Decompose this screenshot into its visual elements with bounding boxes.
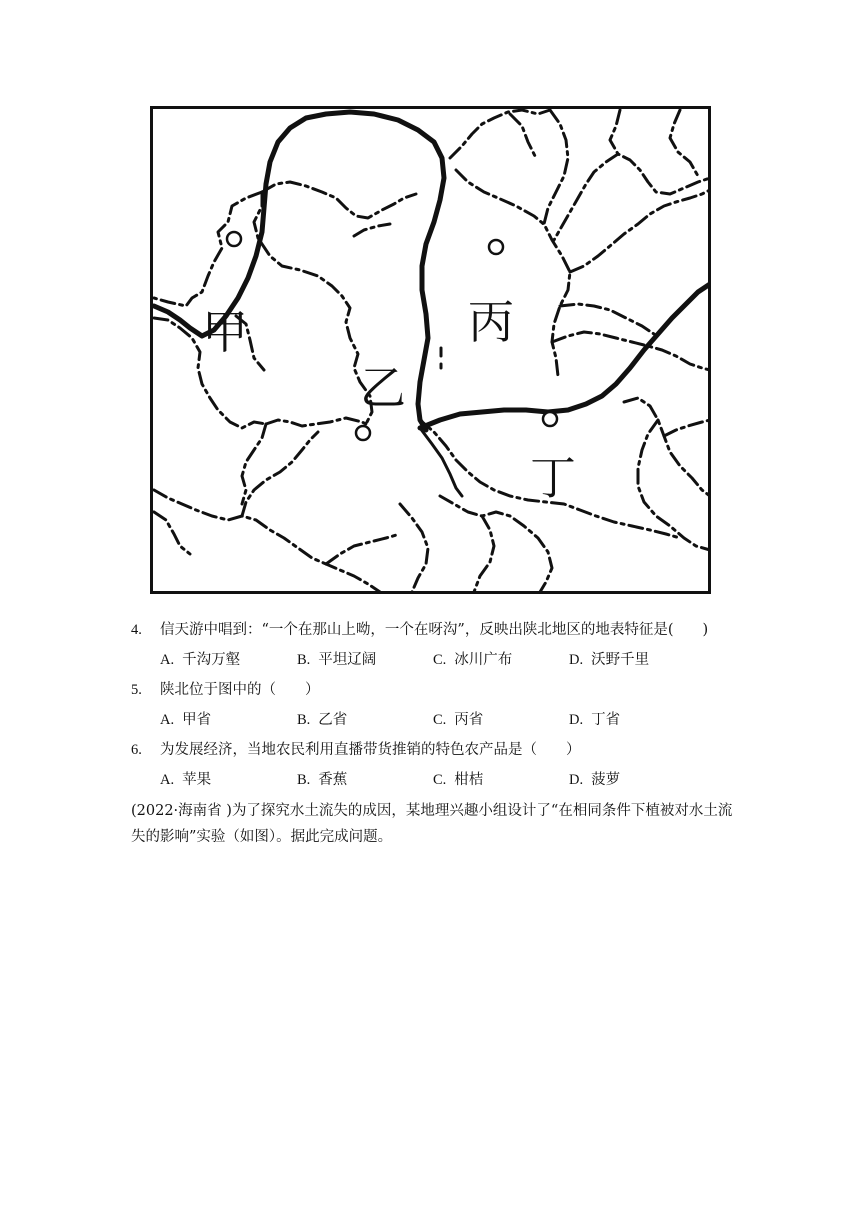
question-number: 4. bbox=[131, 622, 142, 638]
options-row-6 bbox=[131, 770, 751, 790]
option-text: 平坦辽阔 bbox=[318, 652, 377, 668]
option-letter: A. bbox=[160, 652, 175, 668]
option-text: 苹果 bbox=[182, 772, 212, 788]
option-letter: D. bbox=[569, 652, 584, 668]
question-number: 5. bbox=[131, 682, 142, 698]
option-letter: C. bbox=[433, 772, 447, 788]
label-bing: 丙 bbox=[468, 295, 514, 349]
option-b[interactable] bbox=[297, 710, 347, 730]
option-letter: C. bbox=[433, 652, 447, 668]
intro-source: (2022·海南省 ) bbox=[131, 803, 232, 819]
option-text: 丁省 bbox=[591, 712, 621, 728]
question-4 bbox=[131, 620, 751, 640]
option-a[interactable] bbox=[160, 770, 211, 790]
option-text: 甲省 bbox=[182, 712, 212, 728]
option-c[interactable] bbox=[433, 710, 483, 730]
options-row-4 bbox=[131, 650, 751, 670]
label-jia: 甲 bbox=[202, 305, 248, 359]
option-text: 香蕉 bbox=[318, 772, 348, 788]
option-letter: B. bbox=[297, 652, 311, 668]
option-text: 千沟万壑 bbox=[182, 652, 241, 668]
question-text: 为发展经济，当地农民利用直播带货推销的特色农产品是（ ） bbox=[160, 742, 581, 758]
option-a[interactable] bbox=[160, 650, 240, 670]
option-d[interactable] bbox=[569, 650, 649, 670]
option-letter: D. bbox=[569, 712, 584, 728]
option-text: 菠萝 bbox=[591, 772, 621, 788]
option-text: 柑桔 bbox=[454, 772, 484, 788]
option-letter: D. bbox=[569, 772, 584, 788]
option-letter: C. bbox=[433, 712, 447, 728]
question-block bbox=[131, 620, 751, 850]
option-text: 丙省 bbox=[454, 712, 484, 728]
label-yi: 乙 bbox=[360, 361, 406, 415]
option-d[interactable] bbox=[569, 710, 620, 730]
question-5 bbox=[131, 680, 751, 700]
question-number: 6. bbox=[131, 742, 142, 758]
capital-circle-yi bbox=[356, 426, 370, 440]
option-text: 冰川广布 bbox=[454, 652, 513, 668]
option-letter: A. bbox=[160, 712, 175, 728]
map-svg bbox=[150, 106, 711, 594]
option-c[interactable] bbox=[433, 650, 512, 670]
label-ding: 丁 bbox=[530, 451, 576, 505]
capital-circle-jia bbox=[227, 232, 241, 246]
options-row-5 bbox=[131, 710, 751, 730]
province-map bbox=[150, 106, 711, 594]
option-d[interactable] bbox=[569, 770, 620, 790]
intro-text: 为了探究水土流失的成因，某地理兴趣小组设计了“在相同条件下植被对水土流失的影响”实验（如图）。据此完成问题。 bbox=[131, 803, 733, 845]
section-intro bbox=[131, 798, 746, 850]
option-c[interactable] bbox=[433, 770, 483, 790]
option-text: 沃野千里 bbox=[591, 652, 650, 668]
option-letter: B. bbox=[297, 712, 311, 728]
capital-circle-bing bbox=[489, 240, 503, 254]
question-6 bbox=[131, 740, 751, 760]
question-text: 信天游中唱到：“一个在那山上呦，一个在呀沟”，反映出陕北地区的地表特征是( ) bbox=[160, 622, 709, 638]
option-letter: A. bbox=[160, 772, 175, 788]
question-text: 陕北位于图中的（ ） bbox=[160, 682, 320, 698]
option-letter: B. bbox=[297, 772, 311, 788]
option-b[interactable] bbox=[297, 770, 347, 790]
option-b[interactable] bbox=[297, 650, 376, 670]
capital-circle-ding bbox=[543, 412, 557, 426]
option-text: 乙省 bbox=[318, 712, 348, 728]
option-a[interactable] bbox=[160, 710, 211, 730]
